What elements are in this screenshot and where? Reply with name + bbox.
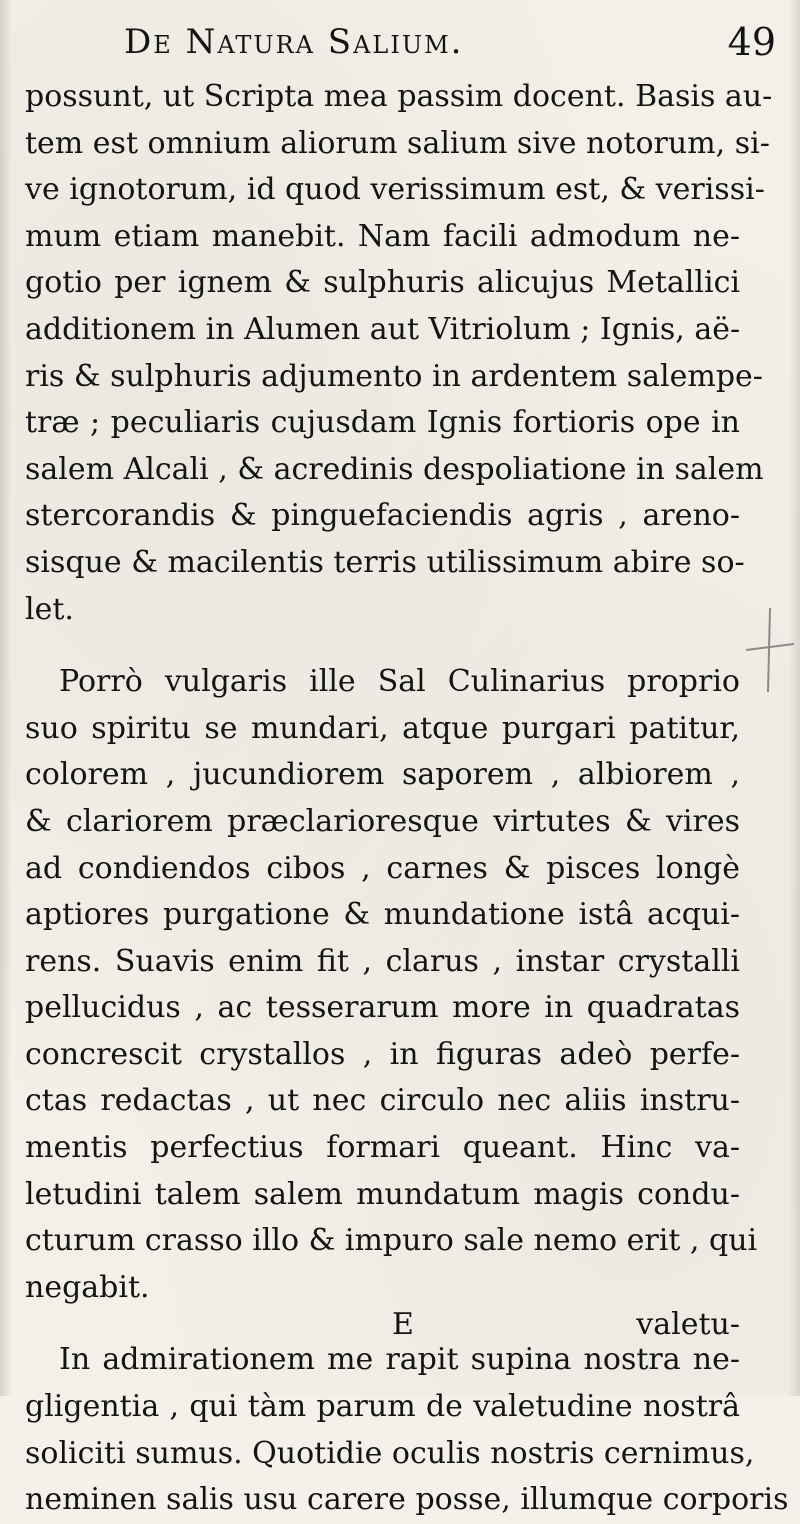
text-line: sisque & macilentis terris utilissimum abire so- xyxy=(25,544,745,580)
text-line: neminen salis usu carere posse, illumque corporis xyxy=(25,1482,789,1518)
text-line: In admirationem me rapit supina nostra ne- xyxy=(59,1342,740,1378)
paragraph-2 xyxy=(25,659,758,1311)
text-line: stercorandis & pinguefaciendis agris , areno- xyxy=(25,498,740,534)
text-line: pellucidus , ac tesserarum more in quadratas xyxy=(25,990,740,1026)
text-line: ctas redactas , ut nec circulo nec aliis instru- xyxy=(25,1083,740,1119)
text-line: let. xyxy=(25,591,74,627)
running-head xyxy=(24,12,776,68)
text-line: gligentia , qui tàm parum de valetudine nostrâ xyxy=(25,1389,740,1425)
text-line: mum etiam manebit. Nam facili admodum ne- xyxy=(25,218,740,254)
text-line: træ ; peculiaris cujusdam Ignis fortioris ope in xyxy=(25,405,740,441)
text-line: negabit. xyxy=(25,1269,150,1305)
text-line: letudini talem salem mundatum magis condu- xyxy=(25,1176,740,1212)
text-line: ris & sulphuris adjumento in ardentem salempe- xyxy=(25,358,763,394)
catchword: valetu- xyxy=(636,1307,740,1342)
text-line: suo spiritu se mundari, atque purgari patitur, xyxy=(25,710,740,746)
margin-cross-mark xyxy=(742,600,798,700)
text-line: salem Alcali , & acredinis despoliatione in salem xyxy=(25,451,764,487)
text-line: & clariorem præclarioresque virtutes & vires xyxy=(25,803,740,839)
paragraph-1 xyxy=(25,74,773,633)
left-page-edge-shadow xyxy=(0,0,12,1396)
page-footer xyxy=(25,1302,740,1348)
text-line: ad condiendos cibos , carnes & pisces longè xyxy=(25,850,740,886)
text-line: mentis perfectius formari queant. Hinc va- xyxy=(25,1130,740,1166)
running-title: De Natura Salium. xyxy=(124,22,464,62)
text-line: tem est omnium aliorum salium sive notorum, si- xyxy=(25,125,770,161)
paragraph-gap xyxy=(25,633,740,659)
signature-mark: E xyxy=(392,1307,414,1342)
text-line: additionem in Alumen aut Vitriolum ; Ignis, aë- xyxy=(25,311,741,347)
text-line: Porrò vulgaris ille Sal Culinarius proprio xyxy=(59,664,740,700)
page-number: 49 xyxy=(727,20,776,64)
text-line: possunt, ut Scripta mea passim docent. Basis au- xyxy=(25,79,773,114)
text-line: soliciti sumus. Quotidie oculis nostris cernimus, xyxy=(25,1435,755,1471)
text-line: concrescit crystallos , in figuras adeò perfe- xyxy=(25,1036,740,1072)
text-line: gotio per ignem & sulphuris alicujus Metallici xyxy=(25,265,740,301)
text-line: aptiores purgatione & mundatione istâ acqui- xyxy=(25,897,740,933)
text-line: ve ignotorum, id quod verissimum est, & verissi- xyxy=(25,172,765,208)
paragraph-3 xyxy=(25,1337,789,1523)
text-line: cturum crasso illo & impuro sale nemo erit , qui xyxy=(25,1223,758,1259)
text-line: colorem , jucundiorem saporem , albiorem , xyxy=(25,757,740,793)
text-line: rens. Suavis enim fit , clarus , instar crystalli xyxy=(25,943,740,979)
